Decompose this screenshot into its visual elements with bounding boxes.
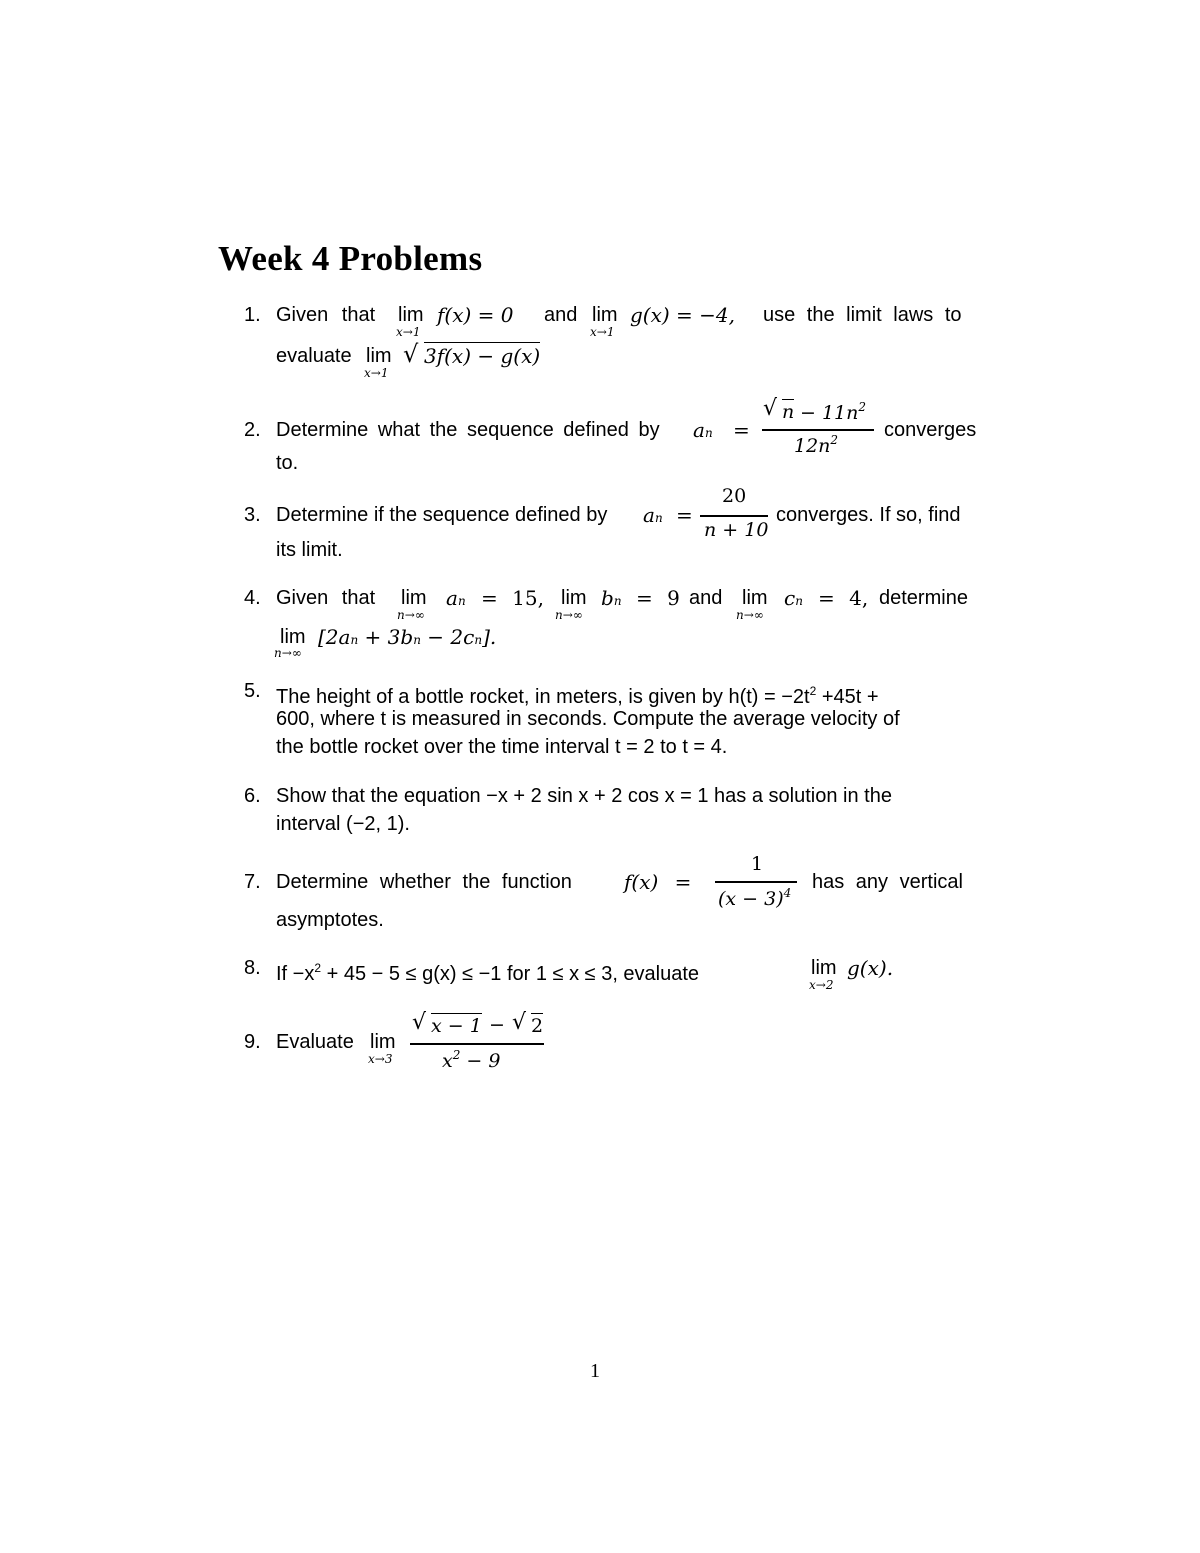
page-number: 1 bbox=[590, 1360, 600, 1382]
problem-number: 1. bbox=[244, 304, 261, 326]
fraction-bar bbox=[715, 881, 797, 883]
sqrt-symbol: √ bbox=[403, 340, 419, 368]
fraction-bar bbox=[410, 1043, 544, 1045]
page-title: Week 4 Problems bbox=[218, 239, 483, 278]
fraction-bar bbox=[762, 429, 874, 431]
fraction-bar bbox=[700, 515, 768, 517]
